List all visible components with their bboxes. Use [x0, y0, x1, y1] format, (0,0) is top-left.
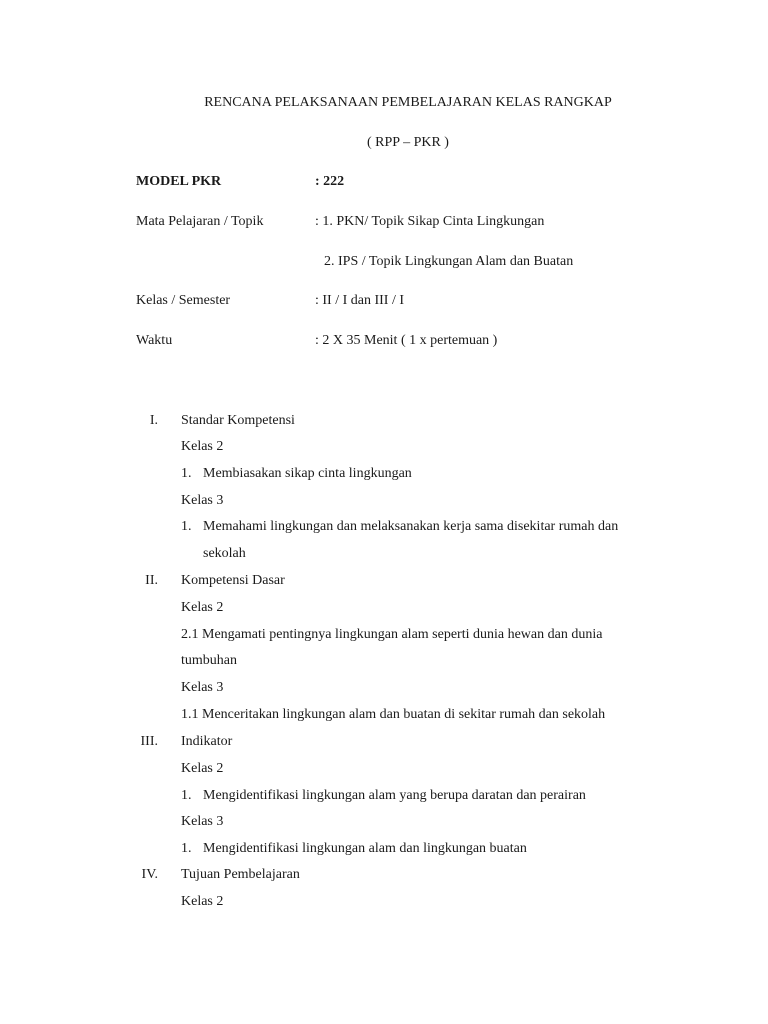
list-item: Memahami lingkungan dan melaksanakan kerja sama disekitar rumah dan [203, 519, 619, 534]
list-item: Mengidentifikasi lingkungan alam dan lingkungan buatan [203, 841, 527, 856]
section-heading: Kompetensi Dasar [181, 573, 285, 588]
mapel-label: Mata Pelajaran / Topik [136, 214, 264, 229]
list-item: Membiasakan sikap cinta lingkungan [203, 466, 412, 481]
waktu-label: Waktu [136, 333, 173, 348]
list-item-number: 1. [181, 788, 192, 803]
section-number: III. [140, 734, 158, 749]
waktu-value: : 2 X 35 Menit ( 1 x pertemuan ) [315, 333, 498, 348]
list-item-continuation: sekolah [203, 546, 246, 561]
class-label: Kelas 2 [181, 761, 224, 776]
section-heading: Tujuan Pembelajaran [181, 867, 300, 882]
list-item: 2.1 Mengamati pentingnya lingkungan alam seperti dunia hewan dan dunia [181, 627, 603, 642]
class-label: Kelas 2 [181, 894, 224, 909]
kelas-label: Kelas / Semester [136, 293, 231, 308]
class-label: Kelas 2 [181, 600, 224, 615]
mapel-value-1: : 1. PKN/ Topik Sikap Cinta Lingkungan [315, 214, 545, 229]
kelas-value: : II / I dan III / I [315, 293, 405, 308]
class-label: Kelas 3 [181, 680, 224, 695]
list-item-number: 1. [181, 466, 192, 481]
class-label: Kelas 2 [181, 439, 224, 454]
list-item-number: 1. [181, 841, 192, 856]
model-value: : 222 [315, 174, 345, 189]
section-number: I. [149, 413, 158, 428]
section-number: II. [145, 573, 158, 588]
section-heading: Indikator [181, 734, 233, 749]
list-item: 1.1 Menceritakan lingkungan alam dan buatan di sekitar rumah dan sekolah [181, 707, 606, 722]
list-item-continuation: tumbuhan [181, 653, 237, 668]
document-title: RENCANA PELAKSANAAN PEMBELAJARAN KELAS RANGKAP [204, 95, 612, 110]
class-label: Kelas 3 [181, 814, 224, 829]
model-label: MODEL PKR [136, 174, 222, 189]
mapel-value-2: 2. IPS / Topik Lingkungan Alam dan Buatan [324, 254, 574, 269]
list-item-number: 1. [181, 519, 192, 534]
section-number: IV. [141, 867, 158, 882]
document-subtitle: ( RPP – PKR ) [367, 135, 449, 150]
list-item: Mengidentifikasi lingkungan alam yang berupa daratan dan perairan [203, 788, 586, 803]
section-heading: Standar Kompetensi [181, 413, 295, 428]
class-label: Kelas 3 [181, 493, 224, 508]
